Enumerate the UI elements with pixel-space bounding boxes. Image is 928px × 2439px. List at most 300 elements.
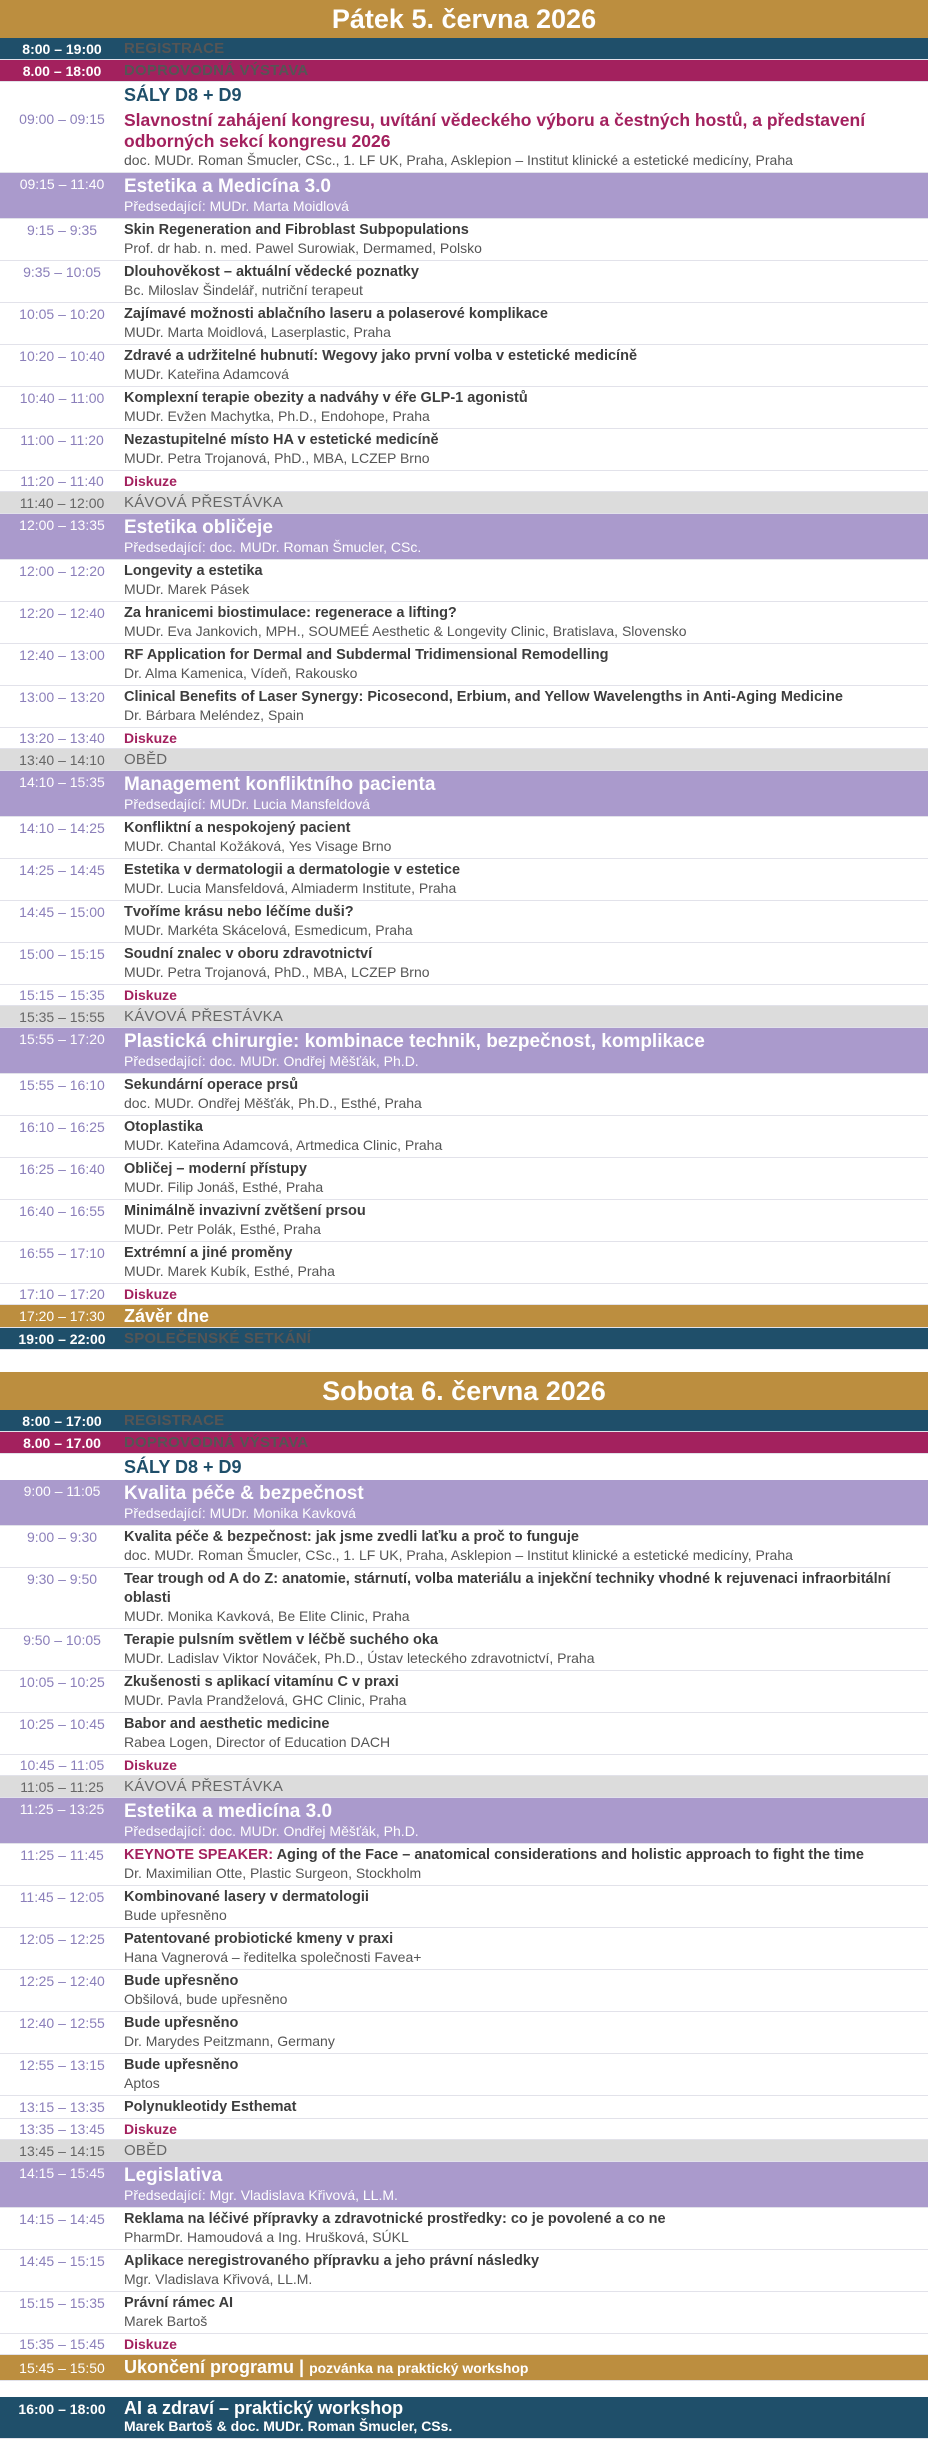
row-label: KÁVOVÁ PŘESTÁVKA (124, 1778, 284, 1795)
time-slot: 12:25 – 12:40 (19, 1973, 105, 1989)
row-content (124, 1307, 928, 1326)
time-slot: 11:25 – 11:45 (20, 1847, 104, 1863)
talk-title: Skin Regeneration and Fibroblast Subpopulations (124, 222, 469, 238)
row-content (124, 62, 928, 79)
row-content (124, 1568, 928, 1628)
talk-row (0, 303, 928, 345)
row-content (124, 730, 928, 746)
time-slot: 13:20 – 13:40 (19, 730, 105, 746)
talk-row (0, 1074, 928, 1116)
talk-row (0, 1116, 928, 1158)
day-end-bar (0, 1305, 928, 1328)
time-slot: 17:20 – 17:30 (19, 1308, 105, 1324)
speaker: MUDr. Marek Pásek (124, 581, 250, 597)
talk-row (0, 2208, 928, 2250)
talk-row (0, 1970, 928, 2012)
section-chair: Předsedající: doc. MUDr. Ondřej Měšťák, Ph.D. (124, 1053, 419, 1069)
registration-bar (0, 38, 928, 60)
discussion-label: Diskuze (124, 2121, 177, 2137)
section-chair: Předsedající: Mgr. Vladislava Křivová, LL.M. (124, 2187, 398, 2203)
program-end-label: Ukončení programu (124, 2356, 295, 2377)
row-content (124, 943, 928, 984)
row-label: KÁVOVÁ PŘESTÁVKA (124, 1008, 284, 1025)
row-content (124, 602, 928, 643)
time-slot: 15:15 – 15:35 (19, 987, 105, 1003)
speaker: doc. MUDr. Roman Šmucler, CSc., 1. LF UK, Praha, Asklepion – Institut klinické a estetické medicíny, Praha (124, 152, 793, 168)
talk-title: Aplikace neregistrovaného přípravku a jeho právní následky (124, 2253, 540, 2269)
discussion-row (0, 1755, 928, 1776)
time-slot: 8.00 – 18:00 (22, 62, 102, 79)
row-content (124, 1457, 928, 1478)
row-content (124, 2397, 928, 2438)
time-slot: 13:35 – 13:45 (19, 2121, 105, 2137)
talk-title: Za hranicemi biostimulace: regenerace a lifting? (124, 605, 457, 621)
speaker: Rabea Logen, Director of Education DACH (124, 1734, 391, 1750)
talk-row (0, 943, 928, 985)
time-slot: 10:40 – 11:00 (19, 390, 105, 406)
talk-title: Bude upřesněno (124, 1973, 239, 1989)
speaker: MUDr. Marek Kubík, Esthé, Praha (124, 1263, 335, 1279)
talk-row (0, 901, 928, 943)
speaker: MUDr. Chantal Kožáková, Yes Visage Brno (124, 838, 392, 854)
time-slot: 12:05 – 12:25 (19, 1931, 105, 1947)
row-content (124, 751, 928, 768)
day-header: Pátek 5. června 2026 (0, 0, 928, 38)
row-content (124, 2054, 928, 2095)
row-content (124, 2250, 928, 2291)
discussion-label: Diskuze (124, 473, 177, 489)
opening-row (0, 108, 928, 173)
speaker: MUDr. Ladislav Viktor Nováček, Ph.D., Ústav leteckého zdravotnictví, Praha (124, 1650, 595, 1666)
speaker: Marek Bartoš (124, 2313, 208, 2329)
talk-title: Babor and aesthetic medicine (124, 1716, 330, 1732)
row-content (124, 771, 928, 816)
time-slot: 14:10 – 15:35 (19, 774, 105, 790)
section-title: Estetika a medicína 3.0 (124, 1801, 333, 1822)
row-content (124, 1480, 928, 1525)
talk-title: Slavnostní zahájení kongresu, uvítání vědeckého výboru a čestných hostů, a představení odborných sekcí kongresu 2026 (124, 110, 866, 151)
section-header (0, 1480, 928, 1526)
talk-row (0, 2292, 928, 2334)
row-content (124, 1629, 928, 1670)
time-slot: 10:05 – 10:20 (19, 306, 105, 322)
speaker: Aptos (124, 2075, 160, 2091)
time-slot: 11:40 – 12:00 (19, 494, 105, 511)
talk-title: Bude upřesněno (124, 2057, 239, 2073)
row-content (124, 2142, 928, 2159)
row-content (124, 1798, 928, 1843)
talk-row (0, 1671, 928, 1713)
talk-row (0, 1568, 928, 1629)
section-chair: Předsedající: MUDr. Monika Kavková (124, 1505, 356, 1521)
program-end-bar (0, 2355, 928, 2381)
row-content (124, 644, 928, 685)
talk-title: Komplexní terapie obezity a nadváhy v éře GLP-1 agonistů (124, 390, 528, 406)
time-slot: 9:00 – 9:30 (26, 1529, 98, 1545)
discussion-row (0, 2119, 928, 2140)
time-slot: 16:10 – 16:25 (19, 1119, 105, 1135)
time-slot: 11:00 – 11:20 (20, 432, 104, 448)
speaker: MUDr. Petra Trojanová, PhD., MBA, LCZEP Brno (124, 450, 430, 466)
talk-title: Otoplastika (124, 1119, 203, 1135)
row-content (124, 1200, 928, 1241)
time-slot: 17:10 – 17:20 (19, 1286, 105, 1302)
speaker: Prof. dr hab. n. med. Pawel Surowiak, Dermamed, Polsko (124, 240, 482, 256)
speaker: MUDr. Kateřina Adamcová, Artmedica Clinic, Praha (124, 1137, 443, 1153)
row-content (124, 1074, 928, 1115)
section-chair: Předsedající: MUDr. Lucia Mansfeldová (124, 796, 370, 812)
talk-title: Zdravé a udržitelné hubnutí: Wegovy jako první volba v estetické medicíně (124, 348, 638, 364)
row-content (124, 1778, 928, 1795)
speaker: MUDr. Eva Jankovich, MPH., SOUMEÉ Aesthetic & Longevity Clinic, Bratislava, Slovensko (124, 623, 687, 639)
row-content (124, 2162, 928, 2207)
speaker: Dr. Marydes Peitzmann, Germany (124, 2033, 335, 2049)
row-content (124, 303, 928, 344)
time-slot: 15:35 – 15:45 (19, 2336, 105, 2352)
row-content (124, 1713, 928, 1754)
talk-row (0, 1629, 928, 1671)
talk-row (0, 644, 928, 686)
time-slot: 12:20 – 12:40 (19, 605, 105, 621)
row-content (124, 473, 928, 489)
time-slot: 9:15 – 9:35 (26, 222, 98, 238)
exhibition-bar (0, 60, 928, 82)
time-slot: 11:20 – 11:40 (20, 473, 104, 489)
time-slot: 14:15 – 14:45 (19, 2211, 105, 2227)
time-slot: 15:15 – 15:35 (19, 2295, 105, 2311)
time-slot: 14:45 – 15:15 (19, 2253, 105, 2269)
talk-title: Reklama na léčivé přípravky a zdravotnické prostředky: co je povolené a co ne (124, 2211, 666, 2227)
break-row (0, 749, 928, 771)
talk-row (0, 387, 928, 429)
talk-title: Dlouhověkost – aktuální vědecké poznatky (124, 264, 419, 280)
speaker: doc. MUDr. Ondřej Měšťák, Ph.D., Esthé, Praha (124, 1095, 422, 1111)
row-content (124, 686, 928, 727)
keynote-label: KEYNOTE SPEAKER: (124, 1847, 274, 1863)
program-end-title (124, 2358, 920, 2378)
section-title: Estetika obličeje (124, 517, 273, 538)
discussion-label: Diskuze (124, 1286, 177, 1302)
time-slot: 09:00 – 09:15 (19, 111, 105, 127)
talk-title: Kombinované lasery v dermatologii (124, 1889, 369, 1905)
row-label: KÁVOVÁ PŘESTÁVKA (124, 494, 284, 511)
row-content (124, 1412, 928, 1429)
row-content (124, 1844, 928, 1885)
time-slot: 13:45 – 14:15 (19, 2142, 105, 2159)
row-content (124, 85, 928, 106)
row-content (124, 560, 928, 601)
talk-row (0, 429, 928, 471)
talk-row (0, 1713, 928, 1755)
discussion-label: Diskuze (124, 2336, 177, 2352)
registration-bar (0, 1410, 928, 1432)
time-slot (0, 1466, 124, 1469)
talk-row (0, 1200, 928, 1242)
workshop-bar (0, 2397, 928, 2439)
row-label: DOPROVODNÁ VÝSTAVA (124, 1434, 309, 1451)
time-slot: 12:40 – 13:00 (19, 647, 105, 663)
speaker: Dr. Alma Kamenica, Vídeň, Rakousko (124, 665, 358, 681)
talk-title: Obličej – moderní přístupy (124, 1161, 307, 1177)
section-chair: Předsedající: doc. MUDr. Roman Šmucler, CSc. (124, 539, 422, 555)
row-content (124, 2012, 928, 2053)
section-header (0, 1798, 928, 1844)
keynote-row (0, 1844, 928, 1886)
row-content (124, 40, 928, 57)
day-end-label: Závěr dne (124, 1305, 210, 1326)
talk-row (0, 2096, 928, 2119)
speaker: Bude upřesněno (124, 1907, 227, 1923)
time-slot: 15:35 – 15:55 (19, 1008, 105, 1025)
time-slot: 14:10 – 14:25 (19, 820, 105, 836)
speaker: MUDr. Lucia Mansfeldová, Almiaderm Institute, Praha (124, 880, 457, 896)
row-content (124, 1028, 928, 1073)
section-title: Management konfliktního pacienta (124, 774, 436, 795)
row-content (124, 1242, 928, 1283)
row-content (124, 261, 928, 302)
row-label: SÁLY D8 + D9 (124, 1456, 242, 1477)
talk-title: Právní rámec AI (124, 2295, 234, 2311)
time-slot: 11:05 – 11:25 (20, 1778, 104, 1795)
row-content (124, 2208, 928, 2249)
row-label: SPOLEČENSKÉ SETKÁNÍ (124, 1330, 312, 1347)
row-content (124, 987, 928, 1003)
speaker: PharmDr. Hamoudová a Ing. Hrušková, SÚKL (124, 2229, 409, 2245)
row-label: OBĚD (124, 2142, 168, 2159)
time-slot: 8.00 – 17.00 (23, 1434, 101, 1451)
time-slot: 15:00 – 15:15 (19, 946, 105, 962)
time-slot: 16:00 – 18:00 (18, 2401, 106, 2417)
day-header: Sobota 6. června 2026 (0, 1372, 928, 1410)
time-slot: 12:00 – 12:20 (19, 563, 105, 579)
row-content (124, 1928, 928, 1969)
break-row (0, 492, 928, 514)
exhibition-bar (0, 1432, 928, 1454)
time-slot: 8:00 – 17:00 (22, 1412, 102, 1429)
speaker: MUDr. Petr Polák, Esthé, Praha (124, 1221, 321, 1237)
row-content (124, 859, 928, 900)
talk-row (0, 2012, 928, 2054)
time-slot: 14:45 – 15:00 (19, 904, 105, 920)
talk-title: AI a zdraví – praktický workshop (124, 2398, 404, 2418)
section-chair: Předsedající: MUDr. Marta Moidlová (124, 198, 349, 214)
row-content (124, 817, 928, 858)
row-content (124, 1286, 928, 1302)
time-slot: 9:30 – 9:50 (26, 1571, 98, 1587)
time-slot: 11:45 – 12:05 (19, 1889, 105, 1905)
talk-title: Extrémní a jiné proměny (124, 1245, 293, 1261)
talk-title: Minimálně invazivní zvětšení prsou (124, 1203, 366, 1219)
break-row (0, 1006, 928, 1028)
section-title: Plastická chirurgie: kombinace technik, bezpečnost, komplikace (124, 1031, 705, 1052)
registration-bar (0, 1328, 928, 1350)
time-slot: 12:40 – 12:55 (19, 2015, 105, 2031)
keynote-title: Aging of the Face – anatomical considerations and holistic approach to fight the time (276, 1847, 864, 1863)
speaker: MUDr. Filip Jonáš, Esthé, Praha (124, 1179, 324, 1195)
row-content (124, 108, 928, 172)
speaker: MUDr. Evžen Machytka, Ph.D., Endohope, Praha (124, 408, 430, 424)
talk-row (0, 2054, 928, 2096)
discussion-label: Diskuze (124, 987, 177, 1003)
row-content (124, 494, 928, 511)
row-label: OBĚD (124, 751, 168, 768)
row-content (124, 387, 928, 428)
time-slot: 14:15 – 15:45 (19, 2165, 105, 2181)
talk-row (0, 560, 928, 602)
talk-title: Soudní znalec v oboru zdravotnictví (124, 946, 373, 962)
talk-row (0, 219, 928, 261)
talk-title: Estetika v dermatologii a dermatologie v estetice (124, 862, 461, 878)
row-content (124, 2292, 928, 2333)
discussion-row (0, 471, 928, 492)
talk-title: Zkušenosti s aplikací vitamínu C v praxi (124, 1674, 399, 1690)
discussion-row (0, 1284, 928, 1305)
row-content (124, 1526, 928, 1567)
speaker: doc. MUDr. Roman Šmucler, CSc., 1. LF UK, Praha, Asklepion – Institut klinické a estetické medicíny, Praha (124, 1547, 793, 1563)
section-header (0, 514, 928, 560)
row-label: SÁLY D8 + D9 (124, 84, 242, 105)
speaker: Dr. Bárbara Meléndez, Spain (124, 707, 304, 723)
break-row (0, 2140, 928, 2162)
discussion-label: Diskuze (124, 1757, 177, 1773)
row-label: DOPROVODNÁ VÝSTAVA (124, 62, 309, 79)
talk-title: Konfliktní a nespokojený pacient (124, 820, 351, 836)
talk-title: Patentované probiotické kmeny v praxi (124, 1931, 394, 1947)
time-slot: 16:25 – 16:40 (19, 1161, 105, 1177)
row-content (124, 429, 928, 470)
time-slot: 09:15 – 11:40 (19, 176, 105, 192)
time-slot: 10:45 – 11:05 (19, 1757, 105, 1773)
time-slot: 13:15 – 13:35 (19, 2099, 105, 2115)
row-content (124, 1970, 928, 2011)
talk-title: Zajímavé možnosti ablačního laseru a polaserové komplikace (124, 306, 548, 322)
time-slot: 19:00 – 22:00 (18, 1330, 106, 1347)
speaker: Mgr. Vladislava Křivová, LL.M. (124, 2271, 313, 2287)
talk-row (0, 686, 928, 728)
row-content (124, 1671, 928, 1712)
talk-title: Polynukleotidy Esthemat (124, 2099, 297, 2115)
row-content (124, 2096, 928, 2117)
time-slot (0, 94, 124, 97)
speaker: Bc. Miloslav Šindelář, nutriční terapeut (124, 282, 363, 298)
section-header (0, 2162, 928, 2208)
talk-row (0, 859, 928, 901)
time-slot: 15:55 – 16:10 (19, 1077, 105, 1093)
row-content (124, 1330, 928, 1347)
time-slot: 9:35 – 10:05 (23, 264, 101, 280)
section-chair: Předsedající: doc. MUDr. Ondřej Měšťák, Ph.D. (124, 1823, 419, 1839)
time-slot: 10:25 – 10:45 (19, 1716, 105, 1732)
row-content (124, 345, 928, 386)
talk-row (0, 602, 928, 644)
row-content (124, 1434, 928, 1451)
time-slot: 15:55 – 17:20 (19, 1031, 105, 1047)
row-content (124, 219, 928, 260)
talk-title: RF Application for Dermal and Subdermal Tridimensional Remodelling (124, 647, 609, 663)
speaker: MUDr. Monika Kavková, Be Elite Clinic, Praha (124, 1608, 410, 1624)
row-content (124, 1757, 928, 1773)
talk-row (0, 1928, 928, 1970)
talk-title: Bude upřesněno (124, 2015, 239, 2031)
talk-row (0, 261, 928, 303)
talk-row (0, 345, 928, 387)
talk-row (0, 1886, 928, 1928)
break-row (0, 1776, 928, 1798)
speaker: Marek Bartoš & doc. MUDr. Roman Šmucler, CSs. (124, 2418, 453, 2434)
talk-title: Sekundární operace prsů (124, 1077, 299, 1093)
row-content (124, 1116, 928, 1157)
talk-row (0, 1526, 928, 1568)
speaker: Obšilová, bude upřesněno (124, 1991, 288, 2007)
row-label: REGISTRACE (124, 1412, 225, 1429)
talk-title (124, 1844, 920, 1865)
row-content (124, 1886, 928, 1927)
hall-label (0, 82, 928, 108)
row-content (124, 2121, 928, 2137)
row-label: REGISTRACE (124, 40, 225, 57)
time-slot: 12:00 – 13:35 (19, 517, 105, 533)
talk-title: Clinical Benefits of Laser Synergy: Picosecond, Erbium, and Yellow Wavelengths in Anti-Aging Medicine (124, 689, 843, 705)
talk-row (0, 2250, 928, 2292)
workshop-gap (0, 2381, 928, 2397)
section-header (0, 771, 928, 817)
row-content (124, 514, 928, 559)
section-title: Kvalita péče & bezpečnost (124, 1483, 364, 1504)
section-header (0, 173, 928, 219)
time-slot: 12:55 – 13:15 (19, 2057, 105, 2073)
discussion-row (0, 985, 928, 1006)
talk-title: Tvoříme krásu nebo léčíme duši? (124, 904, 354, 920)
row-content (124, 2336, 928, 2352)
discussion-row (0, 728, 928, 749)
time-slot: 13:00 – 13:20 (19, 689, 105, 705)
time-slot: 16:55 – 17:10 (19, 1245, 105, 1261)
day-separator (0, 1350, 928, 1372)
hall-label (0, 1454, 928, 1480)
talk-title: Terapie pulsním světlem v léčbě suchého oka (124, 1632, 439, 1648)
time-slot: 16:40 – 16:55 (19, 1203, 105, 1219)
talk-title: Kvalita péče & bezpečnost: jak jsme zvedli laťku a proč to funguje (124, 1529, 579, 1545)
time-slot: 10:05 – 10:25 (19, 1674, 105, 1690)
time-slot: 11:25 – 13:25 (19, 1801, 105, 1817)
speaker: MUDr. Petra Trojanová, PhD., MBA, LCZEP Brno (124, 964, 430, 980)
time-slot: 9:00 – 11:05 (23, 1483, 101, 1499)
talk-title: Longevity a estetika (124, 563, 263, 579)
time-slot: 10:20 – 10:40 (19, 348, 105, 364)
time-slot: 15:45 – 15:50 (19, 2359, 105, 2376)
talk-title: Nezastupitelné místo HA v estetické medicíně (124, 432, 439, 448)
discussion-label: Diskuze (124, 730, 177, 746)
row-content (124, 2358, 928, 2378)
discussion-row (0, 2334, 928, 2355)
divider: | (294, 2356, 310, 2377)
speaker: MUDr. Marta Moidlová, Laserplastic, Praha (124, 324, 391, 340)
talk-row (0, 1158, 928, 1200)
talk-row (0, 817, 928, 859)
row-content (124, 1158, 928, 1199)
time-slot: 9:50 – 10:05 (23, 1632, 101, 1648)
row-content (124, 1008, 928, 1025)
section-header (0, 1028, 928, 1074)
speaker: Hana Vagnerová – ředitelka společnosti Favea+ (124, 1949, 422, 1965)
section-title: Legislativa (124, 2165, 223, 2186)
time-slot: 14:25 – 14:45 (19, 862, 105, 878)
speaker: Dr. Maximilian Otte, Plastic Surgeon, Stockholm (124, 1865, 422, 1881)
time-slot: 13:40 – 14:10 (19, 751, 105, 768)
talk-title: Tear trough od A do Z: anatomie, stárnutí, volba materiálu a injekční techniky vhodné k rejuvenaci infraorbitální oblasti (124, 1571, 891, 1606)
row-content (124, 173, 928, 218)
speaker: MUDr. Kateřina Adamcová (124, 366, 289, 382)
